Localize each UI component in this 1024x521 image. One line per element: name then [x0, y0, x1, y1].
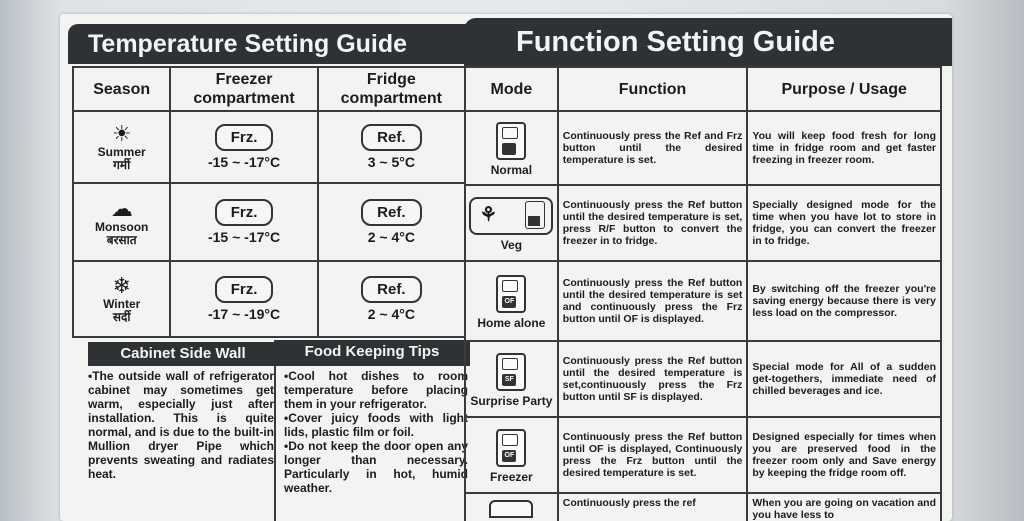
- season-label-hindi: बरसात: [106, 233, 137, 247]
- table-row: [73, 261, 465, 337]
- food-keeping-tips-title: Food Keeping Tips: [274, 340, 470, 366]
- function-text: Continuously press the Ref and Frz button until the desired temperature is set.: [558, 111, 748, 185]
- function-text: Continuously press the Ref button until the desired temperature is set and continuously press the Frz button until OF is displayed.: [558, 261, 748, 341]
- season-label: Winter: [103, 297, 141, 311]
- temperature-guide-title: Temperature Setting Guide: [68, 24, 486, 64]
- fridge-cell: [318, 261, 465, 337]
- purpose-text: Designed especially for times when you are preserved food in the freezer room only and Save energy by keeping the fridge room off.: [747, 417, 941, 493]
- fridge-range: 3 ~ 5°C: [367, 154, 415, 170]
- freezer-range: -15 ~ -17°C: [207, 229, 281, 245]
- season-cell: [73, 261, 170, 337]
- ref-button-label: Ref.: [361, 276, 421, 303]
- purpose-text: Special mode for All of a sudden get-togethers, immediate need of chilled beverages and ice.: [747, 341, 941, 417]
- table-row: [465, 417, 941, 493]
- function-table: [464, 66, 942, 521]
- mode-label: Freezer: [490, 469, 533, 484]
- purpose-text: Specially designed mode for the time when you have lot to store in fridge, you can convert the freezer in to fridge.: [747, 185, 941, 261]
- rain-cloud-icon: ☁: [110, 196, 133, 221]
- mode-cell: [465, 493, 558, 521]
- mode-cell: [465, 341, 558, 417]
- vegetable-fridge-icon: ⚘: [469, 197, 553, 235]
- mode-cell: [465, 417, 558, 493]
- purpose-header: Purpose / Usage: [747, 67, 941, 111]
- fridge-of-icon: OF: [496, 275, 526, 313]
- frz-button-label: Frz.: [215, 276, 274, 303]
- ref-button-label: Ref.: [361, 124, 421, 151]
- freezer-range: -17 ~ -19°C: [207, 306, 281, 322]
- mode-label: Surprise Party: [470, 393, 553, 408]
- freezer-header: Freezer compartment: [170, 67, 317, 111]
- freezer-range: -15 ~ -17°C: [207, 154, 281, 170]
- mode-label: Home alone: [477, 315, 546, 330]
- function-text: Continuously press the Ref button until the desired temperature is set, press R/F button to convert the freezer in to fridge.: [558, 185, 748, 261]
- temperature-table: [72, 66, 466, 338]
- table-row: [465, 261, 941, 341]
- list-item: •Do not keep the door open any longer than necessary. Particularly in hot, humid weather.: [284, 439, 468, 495]
- list-item: •Cool hot dishes to room temperature before placing them in your refrigerator.: [284, 369, 468, 411]
- mode-header: Mode: [465, 67, 558, 111]
- divider: [274, 366, 276, 521]
- snowflake-icon: ❄: [112, 273, 131, 298]
- function-text: Continuously press the Ref button until the desired temperature is set,continuously press the Frz button until SF is displayed.: [558, 341, 748, 417]
- mode-cell: [465, 185, 558, 261]
- fridge-freezer-icon: OF: [496, 429, 526, 467]
- fridge-header: Fridge compartment: [318, 67, 465, 111]
- table-row: [73, 183, 465, 261]
- cabinet-side-wall-title: Cabinet Side Wall: [88, 342, 278, 366]
- freezer-cell: [170, 261, 317, 337]
- season-cell: [73, 183, 170, 261]
- frz-button-label: Frz.: [215, 124, 274, 151]
- season-cell: [73, 111, 170, 183]
- sun-icon: ☀: [111, 121, 132, 146]
- season-label-hindi: गर्मी: [113, 158, 131, 172]
- purpose-text: You will keep food fresh for long time in fridge room and get faster freezing in freezer room.: [747, 111, 941, 185]
- mode-label: Veg: [500, 237, 523, 252]
- function-guide-title: Function Setting Guide: [464, 18, 952, 66]
- list-item: •Cover juicy foods with light lids, plastic film or foil.: [284, 411, 468, 439]
- season-header: Season: [73, 67, 170, 111]
- mode-cell: [465, 261, 558, 341]
- function-text: Continuously press the Ref button until OF is displayed, Continuously press the Frz button until the desired temperature is set.: [558, 417, 748, 493]
- cabinet-side-wall-text: •The outside wall of refrigerator cabinet may sometimes get warm, especially just after installation. This is quite normal, and is due to the built-in Mullion dryer Pipe which prevents sweating and radiates heat.: [88, 369, 274, 481]
- freezer-cell: [170, 111, 317, 183]
- ref-button-label: Ref.: [361, 199, 421, 226]
- table-row: [465, 185, 941, 261]
- season-label: Summer: [97, 145, 146, 159]
- frz-button-label: Frz.: [215, 199, 274, 226]
- fridge-normal-icon: [496, 122, 526, 160]
- table-row: [465, 493, 941, 521]
- mode-label: Normal: [490, 162, 533, 177]
- freezer-cell: [170, 183, 317, 261]
- purpose-text: When you are going on vacation and you have less to: [747, 493, 941, 521]
- settings-sticker: [60, 14, 952, 521]
- table-row: [465, 111, 941, 185]
- table-row: [73, 111, 465, 183]
- fridge-sf-icon: SF: [496, 353, 526, 391]
- function-header: Function: [558, 67, 748, 111]
- function-text: Continuously press the ref: [558, 493, 748, 521]
- vacation-mode-icon: [489, 500, 533, 518]
- fridge-cell: [318, 111, 465, 183]
- fridge-range: 2 ~ 4°C: [367, 306, 415, 322]
- table-row: [465, 341, 941, 417]
- season-label-hindi: सर्दी: [112, 310, 131, 324]
- food-keeping-tips-list: [284, 369, 468, 495]
- mode-cell: [465, 111, 558, 185]
- fridge-range: 2 ~ 4°C: [367, 229, 415, 245]
- purpose-text: By switching off the freezer you're saving energy because there is very less load on the compressor.: [747, 261, 941, 341]
- season-label: Monsoon: [95, 220, 149, 234]
- fridge-cell: [318, 183, 465, 261]
